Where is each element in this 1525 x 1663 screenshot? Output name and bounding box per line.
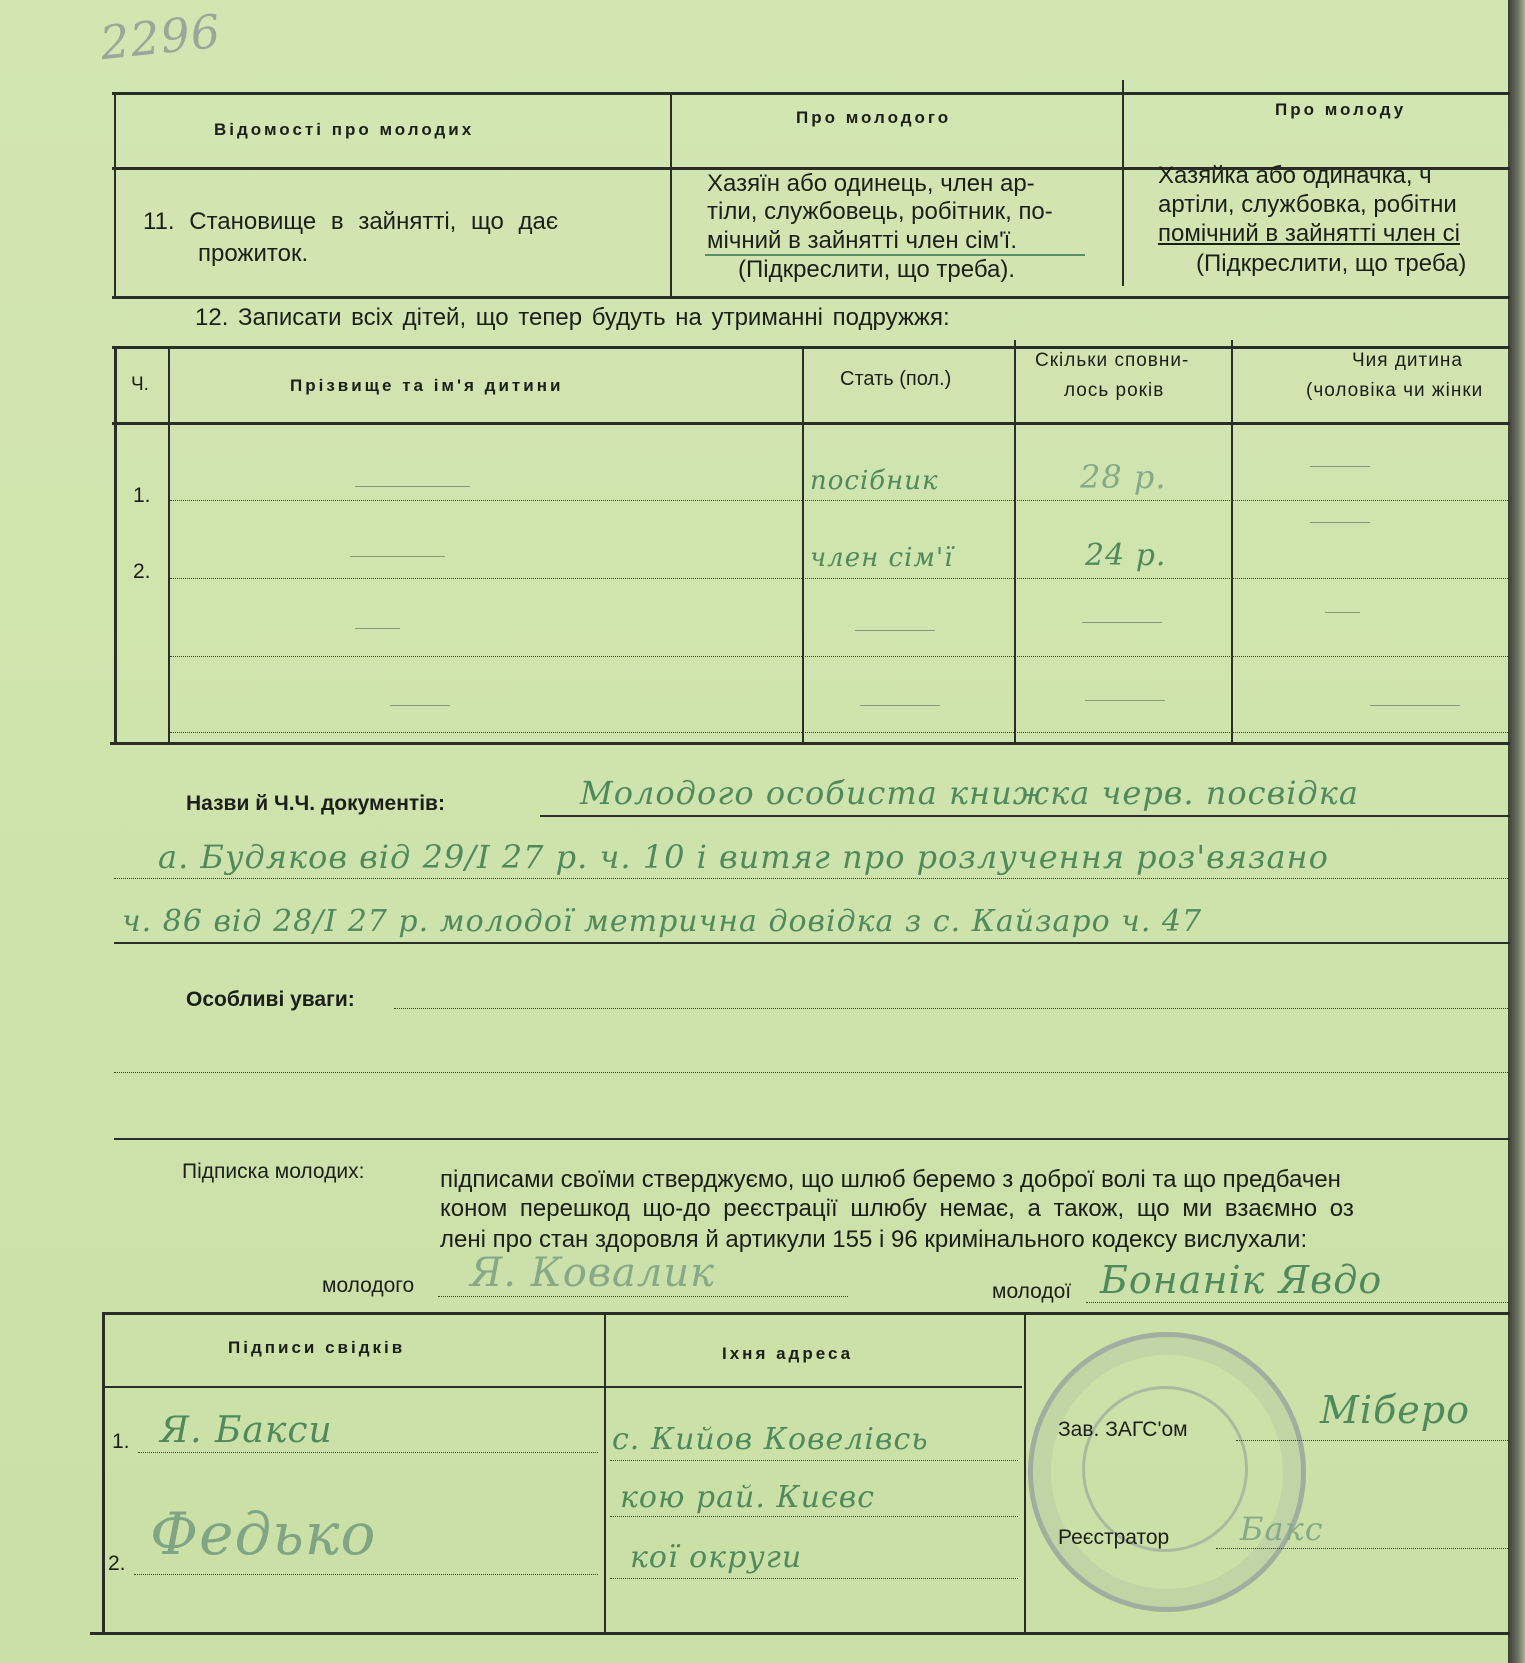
fill-line (438, 1296, 848, 1297)
page-edge (1508, 0, 1525, 1663)
empty-mark (390, 705, 450, 706)
pledge-line-1: підписами своїми стверджуємо, що шлюб беремо з доброї волі та що предбачен (440, 1166, 1341, 1193)
rule (110, 742, 1510, 745)
col-whose-header-1: Чия дитина (1352, 350, 1463, 371)
col-sex-header: Стать (пол.) (840, 368, 952, 390)
documents-label: Назви й Ч.Ч. документів: (186, 792, 445, 815)
empty-mark (1085, 700, 1165, 701)
empty-mark (1082, 622, 1162, 623)
fill-line (1086, 1302, 1510, 1303)
fill-line (1236, 1440, 1510, 1441)
archive-number: 2296 (97, 3, 224, 71)
child-sex-2: член сім'ї (810, 543, 954, 573)
registrar-signature: Бакс (1240, 1510, 1324, 1548)
documents-line-3: ч. 86 від 28/I 27 р. молодої метрична довідка з с. Кайзаро ч. 47 (122, 904, 1203, 939)
remarks-label: Особливі уваги: (186, 988, 355, 1011)
col-num-header: Ч. (131, 374, 149, 395)
child-age-1: 28 р. (1080, 458, 1167, 496)
groom-signature: Я. Ковалик (470, 1250, 716, 1296)
rule (114, 1138, 1510, 1140)
rule (604, 1312, 606, 1634)
rule (112, 296, 1510, 299)
row-rule (170, 732, 1510, 733)
col-whose-header-2: (чоловіка чи жінки (1306, 380, 1484, 401)
bride-status-2: артіли, службовка, робітни (1158, 191, 1457, 218)
pledge-line-3: лені про стан здоровля й артикули 155 і 96 кримінального кодексу вислухали: (440, 1226, 1308, 1253)
underline-mark (705, 254, 1085, 256)
empty-mark (860, 705, 940, 706)
fill-line (114, 942, 1510, 944)
empty-mark (1370, 705, 1460, 706)
fill-line (114, 878, 1510, 879)
rule (670, 92, 672, 298)
pledge-line-2: коном перешкод що-до реєстрації шлюбу немає, а також, що ми взаємно оз (440, 1195, 1354, 1222)
witness-addr-mid: кою рай. Києвс (620, 1480, 876, 1515)
child-sex-1: посібник (810, 466, 939, 496)
rule (112, 92, 1510, 95)
empty-mark (1310, 522, 1370, 523)
pledge-label: Підписка молодих: (182, 1160, 365, 1183)
rule (112, 422, 1510, 425)
row-rule (170, 656, 1510, 657)
witness-addr-1: с. Кийов Ковелівсь (612, 1422, 929, 1457)
zags-head-label: Зав. ЗАГС'ом (1058, 1418, 1188, 1441)
bride-signature: Бонанік Явдо (1100, 1258, 1383, 1302)
empty-mark (855, 630, 935, 631)
child-row-num-1: 1. (133, 484, 151, 507)
fill-line (1216, 1548, 1510, 1549)
rule (102, 1312, 105, 1634)
row11-label-1: 11. Становище в зайнятті, що дає (143, 208, 559, 235)
rule (102, 1312, 1510, 1315)
col-age-header-1: Скільки сповни- (1035, 350, 1190, 371)
rule (1024, 1312, 1026, 1634)
groom-status-2: тіли, службовець, робітник, по- (707, 198, 1053, 225)
fill-line (134, 1574, 598, 1575)
empty-mark (350, 556, 445, 557)
rule (90, 1632, 1510, 1635)
empty-mark (355, 486, 470, 487)
fill-line (114, 1072, 1510, 1073)
registrar-label: Реєстратор (1058, 1526, 1170, 1549)
col-age-header-2: лось років (1064, 380, 1165, 401)
col-name-header: Прізвище та ім'я дитини (290, 376, 564, 395)
header-col-1: Відомості про молодих (214, 120, 475, 139)
empty-mark (355, 628, 400, 629)
witness-sig-1: Я. Бакси (160, 1410, 333, 1451)
bride-status-1: Хазяйка або одиначка, ч (1158, 162, 1432, 189)
fill-line (610, 1578, 1018, 1579)
groom-status-1: Хазяїн або одинець, член ар- (707, 170, 1035, 197)
fill-line (610, 1516, 1018, 1517)
groom-status-4: (Підкреслити, що треба). (738, 256, 1016, 283)
witness-header-addr: Іхня адреса (722, 1344, 854, 1363)
row-rule (170, 500, 1510, 501)
rule (102, 1386, 1022, 1388)
children-intro: 12. Записати всіх дітей, що тепер будуть на утриманні подружжя: (195, 304, 950, 331)
witness-header-sig: Підписи свідків (228, 1338, 406, 1357)
witness-num-2: 2. (108, 1552, 126, 1575)
witness-sig-2: Федько (150, 1500, 377, 1568)
row-rule (170, 578, 1510, 579)
rule (802, 346, 804, 744)
empty-mark (1325, 612, 1360, 613)
rule (112, 346, 1510, 349)
documents-line-2: а. Будяков від 29/I 27 р. ч. 10 і витяг про розлучення роз'вязано (158, 838, 1329, 876)
zags-head-signature: Міберо (1320, 1388, 1470, 1432)
child-row-num-2: 2. (133, 560, 151, 583)
bride-status-3: помічний в зайнятті член сі (1158, 220, 1460, 247)
bride-status-4: (Підкреслити, що треба) (1196, 250, 1467, 277)
witness-num-1: 1. (112, 1430, 130, 1453)
documents-line-1: Молодого особиста книжка черв. посвідка (580, 774, 1359, 812)
empty-mark (1310, 466, 1370, 467)
fill-line (540, 815, 1510, 817)
groom-sign-label: молодого (322, 1274, 415, 1297)
row11-label-2: прожиток. (198, 240, 309, 267)
child-age-2: 24 р. (1085, 538, 1167, 573)
rule (1231, 340, 1233, 744)
header-col-3: Про молоду (1275, 100, 1407, 119)
fill-line (394, 1008, 1510, 1009)
rule (1014, 340, 1016, 744)
header-col-2: Про молодого (796, 108, 952, 127)
bride-sign-label: молодої (992, 1280, 1072, 1303)
rule (168, 346, 170, 744)
groom-status-3: мічний в зайнятті член сім'ї. (707, 227, 1018, 254)
rule (114, 346, 117, 744)
rule (1122, 80, 1124, 286)
witness-addr-2: кої округи (630, 1540, 803, 1575)
rule (114, 92, 116, 298)
fill-line (138, 1452, 598, 1453)
fill-line (610, 1460, 1018, 1461)
